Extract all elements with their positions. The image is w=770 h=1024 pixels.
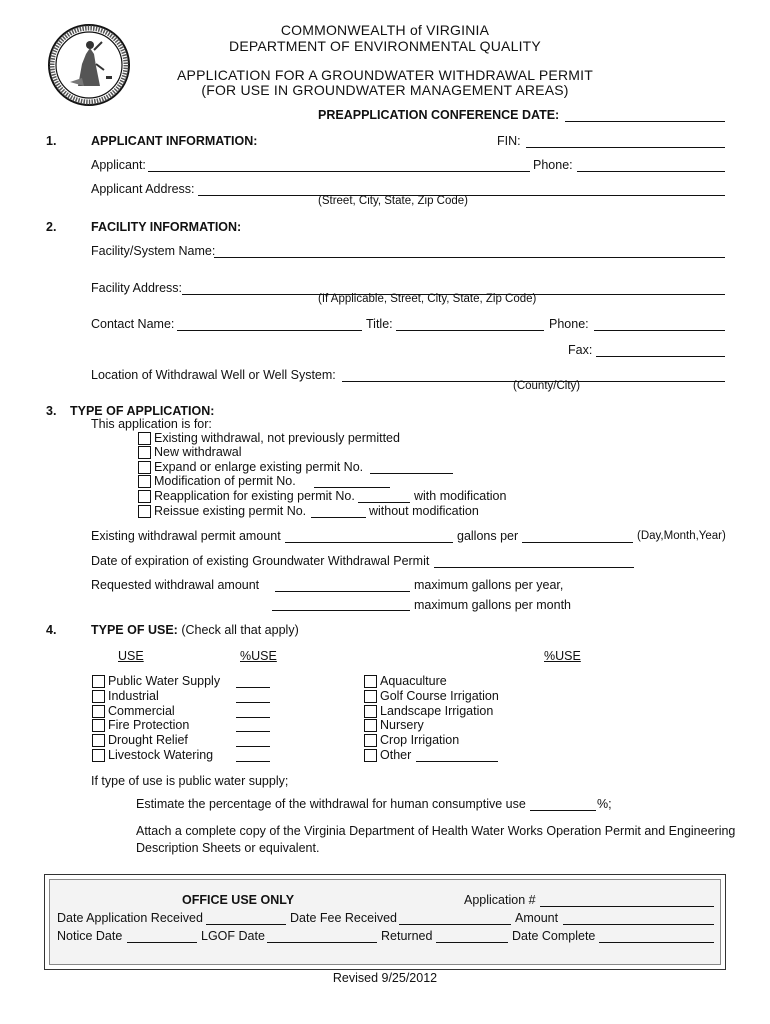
- date-received-label: Date Application Received: [57, 911, 203, 925]
- with-modification-label: with modification: [414, 489, 507, 503]
- pct-use-column-header-right: %USE: [544, 649, 581, 663]
- notice-date-field[interactable]: [127, 942, 197, 943]
- fax-field[interactable]: [596, 356, 725, 357]
- max-per-year-label: maximum gallons per year,: [414, 578, 564, 592]
- date-received-field[interactable]: [206, 924, 286, 925]
- section-3-title: TYPE OF APPLICATION:: [70, 404, 215, 418]
- use-industrial-checkbox[interactable]: [92, 690, 105, 703]
- use-fire-protection-checkbox[interactable]: [92, 719, 105, 732]
- use-aquaculture-checkbox[interactable]: [364, 675, 377, 688]
- section-4-note: (Check all that apply): [181, 623, 299, 637]
- use-golf-course-label: Golf Course Irrigation: [380, 689, 499, 703]
- preapp-label: PREAPPLICATION CONFERENCE DATE:: [318, 108, 560, 122]
- use-fire-protection-pct-field[interactable]: [236, 731, 270, 732]
- applicant-label: Applicant:: [91, 158, 146, 172]
- facility-address-hint: (If Applicable, Street, City, State, Zip Code): [318, 293, 537, 305]
- use-public-water-label: Public Water Supply: [108, 674, 221, 688]
- section-4-number: 4.: [46, 623, 57, 637]
- use-crop-irrigation-checkbox[interactable]: [364, 734, 377, 747]
- section-1-title: APPLICANT INFORMATION:: [91, 134, 258, 148]
- option-reapplication-checkbox[interactable]: [138, 490, 151, 503]
- use-drought-relief-checkbox[interactable]: [92, 734, 105, 747]
- notice-date-label: Notice Date: [57, 929, 123, 943]
- application-number-label: Application #: [464, 893, 536, 907]
- use-commercial-checkbox[interactable]: [92, 705, 105, 718]
- section-2-title: FACILITY INFORMATION:: [91, 220, 242, 234]
- pct-use-column-header: %USE: [240, 649, 277, 663]
- attach-line-1: Attach a complete copy of the Virginia Department of Health Water Works Operation Permit and Engineering: [136, 824, 736, 838]
- contact-name-field[interactable]: [177, 330, 362, 331]
- attach-line-2: Description Sheets or equivalent.: [136, 841, 320, 855]
- use-aquaculture-label: Aquaculture: [380, 674, 447, 688]
- use-livestock-pct-field[interactable]: [236, 761, 270, 762]
- use-nursery-checkbox[interactable]: [364, 719, 377, 732]
- use-fire-protection-label: Fire Protection: [108, 718, 190, 732]
- fin-label: FIN:: [497, 134, 521, 148]
- header-line-2: DEPARTMENT OF ENVIRONMENTAL QUALITY: [229, 38, 541, 54]
- application-number-field[interactable]: [540, 906, 714, 907]
- office-use-title: OFFICE USE ONLY: [182, 893, 295, 907]
- use-landscape-checkbox[interactable]: [364, 705, 377, 718]
- fax-label: Fax:: [568, 343, 593, 357]
- fin-field[interactable]: [526, 147, 725, 148]
- estimate-pct-field[interactable]: [530, 810, 596, 811]
- applicant-address-hint: (Street, City, State, Zip Code): [318, 195, 468, 207]
- form-subtitle: (FOR USE IN GROUNDWATER MANAGEMENT AREAS): [201, 82, 569, 98]
- without-modification-label: without modification: [369, 504, 479, 518]
- use-industrial-pct-field[interactable]: [236, 702, 270, 703]
- gallons-per-label: gallons per: [457, 529, 519, 543]
- use-industrial-label: Industrial: [108, 689, 159, 703]
- amount-field[interactable]: [563, 924, 714, 925]
- date-complete-field[interactable]: [599, 942, 714, 943]
- use-drought-relief-pct-field[interactable]: [236, 746, 270, 747]
- reapplication-permit-no-field[interactable]: [358, 502, 410, 503]
- use-column-header: USE: [118, 649, 144, 663]
- use-livestock-label: Livestock Watering: [108, 748, 214, 762]
- use-drought-relief-label: Drought Relief: [108, 733, 188, 747]
- existing-amount-field[interactable]: [285, 542, 453, 543]
- use-golf-course-checkbox[interactable]: [364, 690, 377, 703]
- use-public-water-checkbox[interactable]: [92, 675, 105, 688]
- amount-label: Amount: [515, 911, 559, 925]
- facility-name-label: Facility/System Name:: [91, 244, 216, 258]
- gallons-period-field[interactable]: [522, 542, 633, 543]
- applicant-field[interactable]: [148, 171, 530, 172]
- period-hint: (Day,Month,Year): [637, 530, 726, 542]
- facility-name-field[interactable]: [214, 257, 725, 258]
- section-4-heading: [91, 623, 299, 637]
- reissue-permit-no-field[interactable]: [311, 517, 366, 518]
- lgof-date-label: LGOF Date: [201, 929, 265, 943]
- option-expand-checkbox[interactable]: [138, 461, 151, 474]
- use-commercial-pct-field[interactable]: [236, 717, 270, 718]
- applicant-phone-label: Phone:: [533, 158, 573, 172]
- lgof-date-field[interactable]: [267, 942, 377, 943]
- returned-field[interactable]: [436, 942, 508, 943]
- contact-title-label: Title:: [366, 317, 393, 331]
- requested-per-month-field[interactable]: [272, 610, 410, 611]
- estimate-pct-suffix: %;: [597, 797, 612, 811]
- contact-phone-label: Phone:: [549, 317, 589, 331]
- date-fee-label: Date Fee Received: [290, 911, 398, 925]
- revised-date: Revised 9/25/2012: [332, 971, 438, 985]
- date-fee-field[interactable]: [399, 924, 511, 925]
- use-commercial-label: Commercial: [108, 704, 175, 718]
- use-landscape-label: Landscape Irrigation: [380, 704, 494, 718]
- option-reissue-label: Reissue existing permit No.: [154, 504, 307, 518]
- modification-permit-no-field[interactable]: [314, 487, 390, 488]
- option-reapplication-label: Reapplication for existing permit No.: [154, 489, 355, 503]
- well-location-label: Location of Withdrawal Well or Well System:: [91, 368, 336, 382]
- option-new-label: New withdrawal: [154, 445, 242, 459]
- estimate-label: Estimate the percentage of the withdrawal for human consumptive use: [136, 797, 526, 811]
- form-title: APPLICATION FOR A GROUNDWATER WITHDRAWAL PERMIT: [177, 67, 593, 83]
- option-existing-label: Existing withdrawal, not previously permitted: [154, 431, 400, 445]
- requested-amount-label: Requested withdrawal amount: [91, 578, 260, 592]
- well-location-hint: (County/City): [513, 380, 581, 392]
- contact-title-field[interactable]: [396, 330, 544, 331]
- application-intro: This application is for:: [91, 417, 212, 431]
- max-per-month-label: maximum gallons per month: [414, 598, 572, 612]
- facility-address-label: Facility Address:: [91, 281, 183, 295]
- use-other-label: Other: [380, 748, 412, 762]
- applicant-address-label: Applicant Address:: [91, 182, 195, 196]
- use-other-checkbox[interactable]: [364, 749, 377, 762]
- pws-note: If type of use is public water supply;: [91, 774, 289, 788]
- use-other-field[interactable]: [416, 761, 498, 762]
- existing-amount-label: Existing withdrawal permit amount: [91, 529, 281, 543]
- option-expand-label: Expand or enlarge existing permit No.: [154, 460, 364, 474]
- date-complete-label: Date Complete: [512, 929, 596, 943]
- option-new-checkbox[interactable]: [138, 446, 151, 459]
- expiration-date-field[interactable]: [434, 567, 634, 568]
- use-crop-irrigation-label: Crop Irrigation: [380, 733, 460, 747]
- preapp-date-field[interactable]: [565, 121, 725, 122]
- header-line-1: COMMONWEALTH of VIRGINIA: [280, 22, 490, 38]
- expand-permit-no-field[interactable]: [370, 473, 453, 474]
- use-livestock-checkbox[interactable]: [92, 749, 105, 762]
- returned-label: Returned: [381, 929, 433, 943]
- option-modification-label: Modification of permit No.: [154, 474, 296, 488]
- contact-phone-field[interactable]: [594, 330, 725, 331]
- option-modification-checkbox[interactable]: [138, 475, 151, 488]
- requested-per-year-field[interactable]: [275, 591, 410, 592]
- use-nursery-label: Nursery: [380, 718, 424, 732]
- section-2-number: 2.: [46, 220, 57, 234]
- applicant-phone-field[interactable]: [577, 171, 725, 172]
- section-1-number: 1.: [46, 134, 57, 148]
- contact-name-label: Contact Name:: [91, 317, 175, 331]
- use-public-water-pct-field[interactable]: [236, 687, 270, 688]
- section-4-title: TYPE OF USE:: [91, 623, 178, 637]
- section-3-number: 3.: [46, 404, 57, 418]
- option-reissue-checkbox[interactable]: [138, 505, 151, 518]
- option-existing-checkbox[interactable]: [138, 432, 151, 445]
- expiration-label: Date of expiration of existing Groundwater Withdrawal Permit: [91, 554, 430, 568]
